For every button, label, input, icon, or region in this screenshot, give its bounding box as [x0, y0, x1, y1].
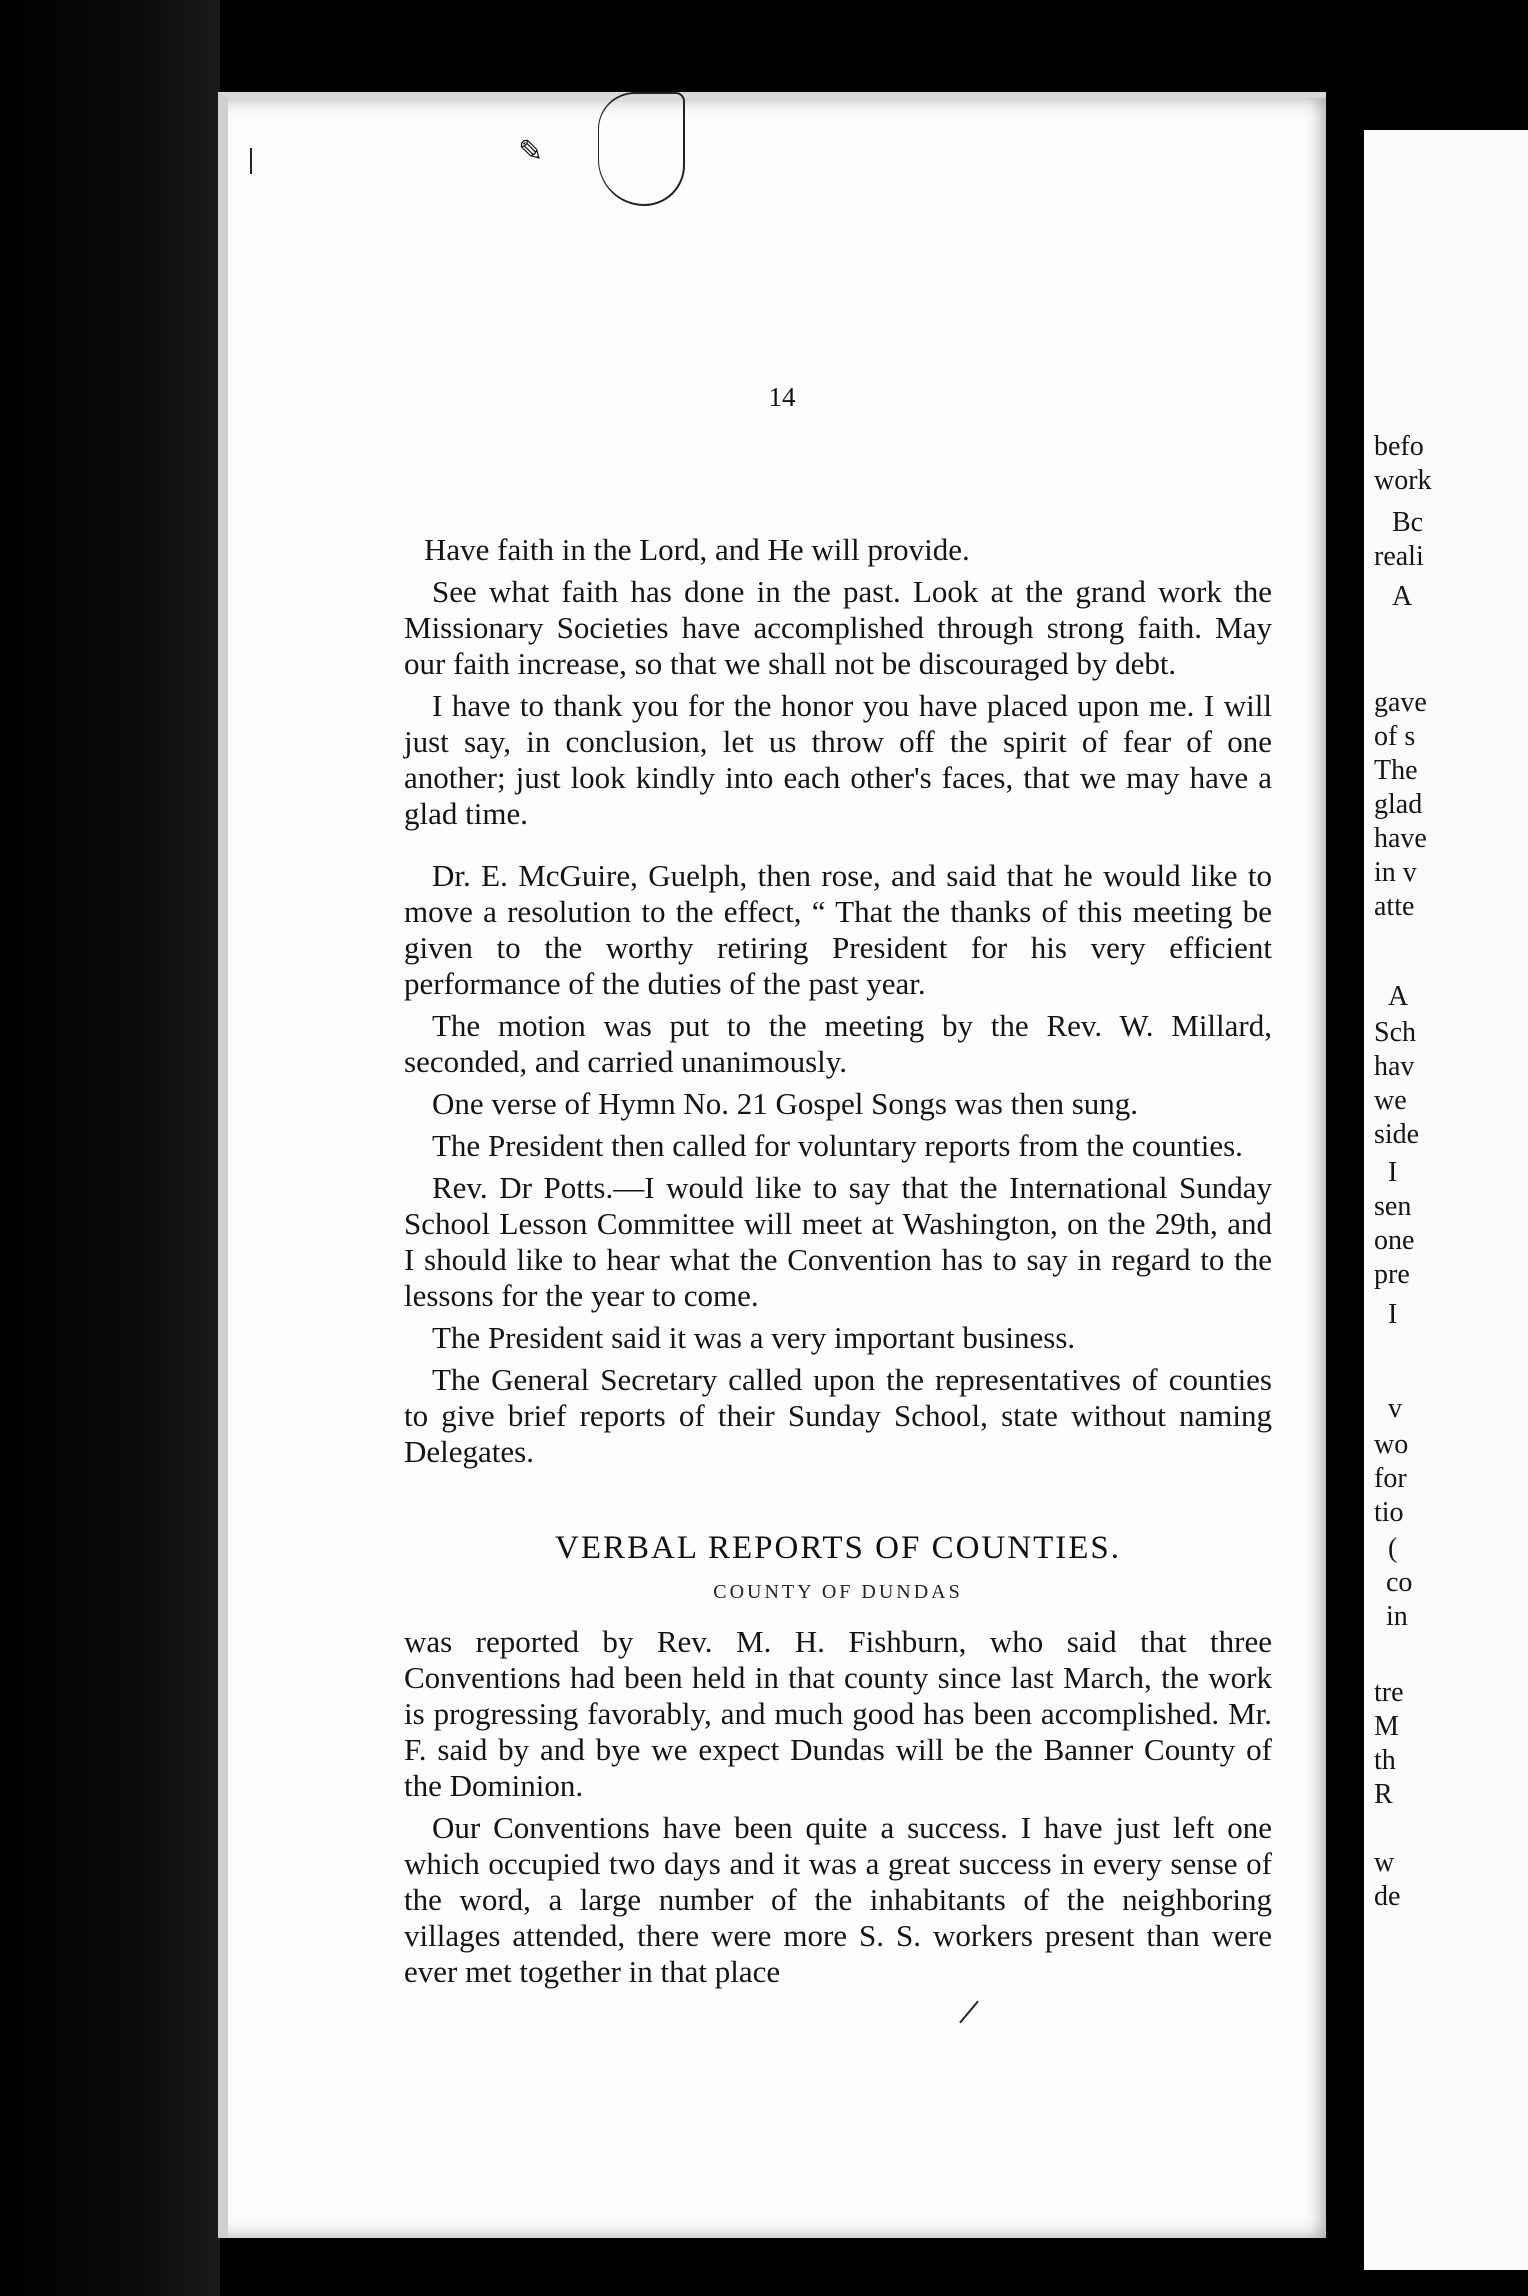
tick-mark-left	[250, 148, 252, 174]
adjacent-fragment: tio	[1374, 1497, 1404, 1528]
book-gutter	[1326, 70, 1364, 2270]
adjacent-fragment: w	[1374, 1847, 1395, 1878]
section-paragraph-2: Our Conventions have been quite a success. I have just left one which occupied two days and it was a great success in every sense of the word, a large number of the inhabitants of the neighboring villages attended, there were more S. S. workers present than were ever met together in that place	[404, 1810, 1272, 1989]
paragraph-2: See what faith has done in the past. Look at the grand work the Missionary Societies have accomplished through strong faith. May our faith increase, so that we shall not be discouraged by debt.	[404, 574, 1272, 681]
adjacent-fragment: sen	[1374, 1191, 1412, 1222]
adjacent-fragment: v	[1388, 1393, 1402, 1424]
adjacent-fragment: hav	[1374, 1051, 1415, 1082]
adjacent-fragment: I	[1388, 1299, 1398, 1330]
paragraph-3: I have to thank you for the honor you have placed upon me. I will just say, in conclusion, let us throw off the spirit of fear of one another; just look kindly into each other's faces, that we may have a glad time.	[404, 688, 1272, 831]
page-body	[404, 532, 1272, 1996]
adjacent-fragment: side	[1374, 1119, 1420, 1150]
ink-stroke-bottom	[959, 2001, 979, 2024]
adjacent-fragment: A	[1388, 981, 1409, 1012]
adjacent-fragment: (	[1388, 1533, 1398, 1564]
paragraph-1: Have faith in the Lord, and He will provide.	[424, 532, 970, 567]
paragraph-5: The motion was put to the meeting by the Rev. W. Millard, seconded, and carried unanimously.	[404, 1008, 1272, 1079]
paragraph-7: The President then called for voluntary reports from the counties.	[432, 1128, 1243, 1163]
adjacent-fragment: one	[1374, 1225, 1415, 1256]
paragraph-9: The President said it was a very important business.	[432, 1320, 1076, 1355]
section-paragraph-1: was reported by Rev. M. H. Fishburn, who said that three Conventions had been held in that county since last March, the work is progressing favorably, and much good has been accomplished. Mr. F. said by and bye we expect Dundas will be the Banner County of the Dominion.	[404, 1624, 1272, 1803]
adjacent-fragment: glad	[1374, 789, 1423, 820]
section-heading: VERBAL REPORTS OF COUNTIES.	[554, 1530, 1121, 1566]
adjacent-fragment: reali	[1374, 541, 1424, 572]
adjacent-fragment: Sch	[1374, 1017, 1416, 1048]
paragraph-10: The General Secretary called upon the representatives of counties to give brief reports of their Sunday School, state without naming Delegates.	[404, 1362, 1272, 1469]
adjacent-fragment: I	[1388, 1157, 1398, 1188]
adjacent-fragment: in	[1386, 1601, 1408, 1632]
adjacent-fragment: de	[1374, 1881, 1401, 1912]
adjacent-fragment: pre	[1374, 1259, 1410, 1290]
adjacent-fragment: befo	[1374, 431, 1424, 462]
adjacent-fragment: we	[1374, 1085, 1407, 1116]
page-number: 14	[768, 382, 796, 412]
adjacent-fragment: Bc	[1392, 507, 1424, 538]
adjacent-fragment: wo	[1374, 1429, 1409, 1460]
paragraph-8: Rev. Dr Potts.—I would like to say that the International Sunday School Lesson Committee will meet at Washington, on the 29th, and I should like to hear what the Convention has to say in regard to the lessons for the year to come.	[404, 1170, 1272, 1313]
adjacent-fragment: atte	[1374, 891, 1415, 922]
adjacent-fragment: work	[1374, 465, 1432, 496]
book-edge-left	[0, 0, 220, 2296]
adjacent-fragment: A	[1392, 581, 1413, 612]
adjacent-fragment: M	[1374, 1711, 1399, 1742]
adjacent-fragment: th	[1374, 1745, 1396, 1776]
adjacent-fragment: tre	[1374, 1677, 1404, 1708]
county-subheading: COUNTY OF DUNDAS	[713, 1581, 963, 1603]
ink-stroke-top	[598, 92, 685, 206]
paragraph-4: Dr. E. McGuire, Guelph, then rose, and said that he would like to move a resolution to the effect, “ That the thanks of this meeting be given to the worthy retiring President for his very efficient performance of the duties of the past year.	[404, 858, 1272, 1001]
paragraph-6: One verse of Hymn No. 21 Gospel Songs was then sung.	[432, 1086, 1139, 1121]
adjacent-fragment: R	[1374, 1779, 1393, 1810]
adjacent-fragment: have	[1374, 823, 1427, 854]
adjacent-fragment: co	[1386, 1567, 1413, 1598]
adjacent-fragment: The	[1374, 755, 1418, 786]
ink-mark-top: ✎	[518, 134, 544, 169]
adjacent-fragment: for	[1374, 1463, 1407, 1494]
adjacent-page	[1364, 130, 1528, 2270]
adjacent-fragment: in v	[1374, 857, 1417, 888]
book-page	[218, 92, 1336, 2238]
adjacent-fragment: gave	[1374, 687, 1427, 718]
adjacent-fragment: of s	[1374, 721, 1416, 752]
